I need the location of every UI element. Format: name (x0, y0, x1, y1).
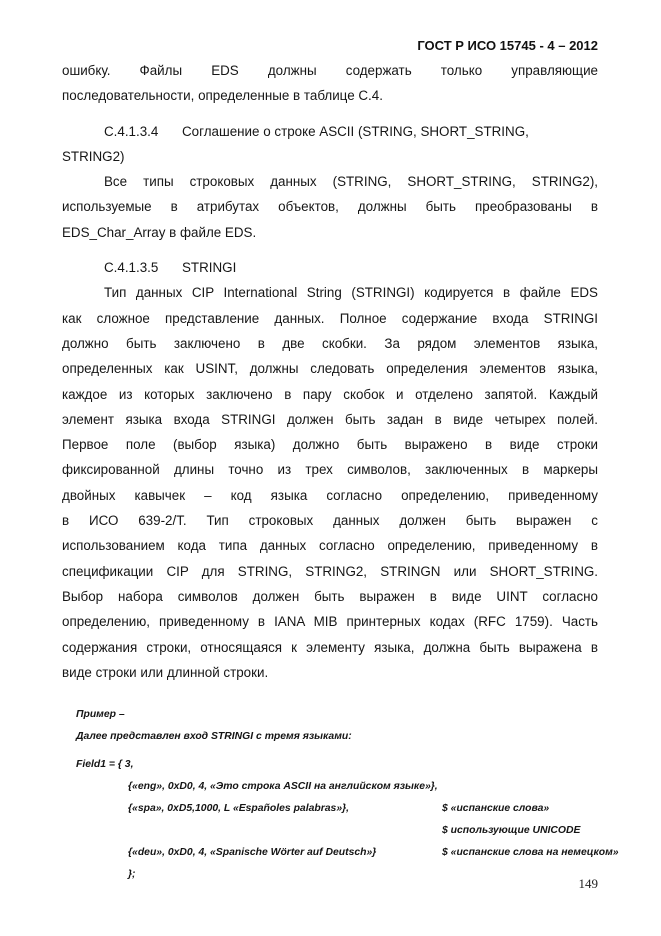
section-2-text-line-10: в ИСО 639-2/T. Тип строковых данных должен быть выражен с (62, 513, 598, 529)
section-1-text-line-2: используемые в атрибутах объектов, должны быть преобразованы в (62, 199, 598, 215)
code-comment: $ «испанские слова на немецком» (442, 847, 619, 858)
section-2-text-line-4: определенных как USINT, должны следовать определения элементов языка, (62, 361, 598, 377)
section-2-text-line-3: должно быть заключено в две скобки. За рядом элементов языка, (62, 335, 598, 351)
section-2-text-line-5: каждое из которых заключено в пару скобок и отделено запятой. Каждый (62, 386, 598, 402)
code-text: {«spa», 0xD5,1000, L «Españoles palabras»}, (128, 803, 350, 814)
section-1-title-line-2: STRING2) (62, 148, 125, 164)
section-2-text-line-6: элемент языка входа STRINGI должен быть задан в виде четырех полей. (62, 411, 598, 427)
section-1-title-line-1: Соглашение о строке ASCII (STRING, SHORT_STRING, (182, 123, 529, 139)
section-2-text-line-14: определению, приведенному в IANA MIB принтерных кодах (RFC 1759). Часть (62, 614, 598, 630)
section-2-heading (62, 255, 598, 280)
spacer (62, 109, 598, 119)
section-2-text-line-1: Тип данных CIP International String (STRINGI) кодируется в файле EDS (104, 285, 598, 301)
code-line-eng (76, 776, 636, 798)
section-2-text-line-7: Первое поле (выбор языка) должно быть выражено в виде строки (62, 437, 598, 453)
section-2-number: С.4.1.3.5 (104, 260, 159, 276)
intro-line-1: ошибку. Файлы EDS должны содержать только управляющие (62, 63, 598, 78)
section-2-text-line-15: содержания строки, относящаяся к элементу языка, должна быть выражена в (62, 639, 598, 655)
section-2-text-line-12: спецификации CIP для STRING, STRING2, STRINGN или SHORT_STRING. (62, 563, 598, 579)
example-label: Пример – (76, 709, 125, 720)
section-2-text-line-13: Выбор набора символов должен быть выражен в виде UINT согласно (62, 588, 598, 604)
code-open: Field1 = { 3, (76, 759, 134, 770)
example-description: Далее представлен вход STRINGI с тремя языками: (76, 731, 352, 742)
section-2-text-line-11: использованием кода типа данных согласно определению, приведенному в (62, 538, 598, 554)
section-1-heading (62, 119, 598, 144)
example-block (76, 704, 636, 886)
section-1-text-line-1: Все типы строковых данных (STRING, SHORT_STRING, STRING2), (104, 174, 598, 190)
section-2-text-line-9: двойных кавычек – код языка согласно определению, приведенному (62, 487, 598, 503)
section-2-text-line-8: фиксированной длины точно из трех символов, заключенных в маркеры (62, 462, 598, 478)
code-close: }; (128, 869, 136, 880)
section-2-title: STRINGI (182, 260, 237, 276)
intro-line-2: последовательности, определенные в таблице С.4. (62, 88, 383, 104)
section-2-text-line-16: виде строки или длинной строки. (62, 664, 269, 680)
code-comment: $ использующие UNICODE (442, 825, 581, 836)
body-text (62, 58, 598, 685)
section-2-text-line-2: как сложное представление данных. Полное содержание входа STRINGI (62, 310, 598, 326)
page-number: 149 (578, 876, 598, 891)
section-1-number: С.4.1.3.4 (104, 123, 159, 139)
code-line-unicode-comment (76, 820, 636, 842)
code-comment: $ «испанские слова» (442, 803, 550, 814)
standard-header: ГОСТ Р ИСО 15745 - 4 – 2012 (417, 38, 598, 53)
code-text: {«deu», 0xD0, 4, «Spanische Wörter auf Deutsch»} (128, 847, 377, 858)
section-1-text-line-3: EDS_Char_Array в файле EDS. (62, 224, 257, 240)
code-line-deu (76, 842, 636, 864)
spacer (62, 245, 598, 255)
code-text: {«eng», 0xD0, 4, «Это строка ASCII на английском языке»}, (128, 781, 438, 792)
code-line-spa (76, 798, 636, 820)
